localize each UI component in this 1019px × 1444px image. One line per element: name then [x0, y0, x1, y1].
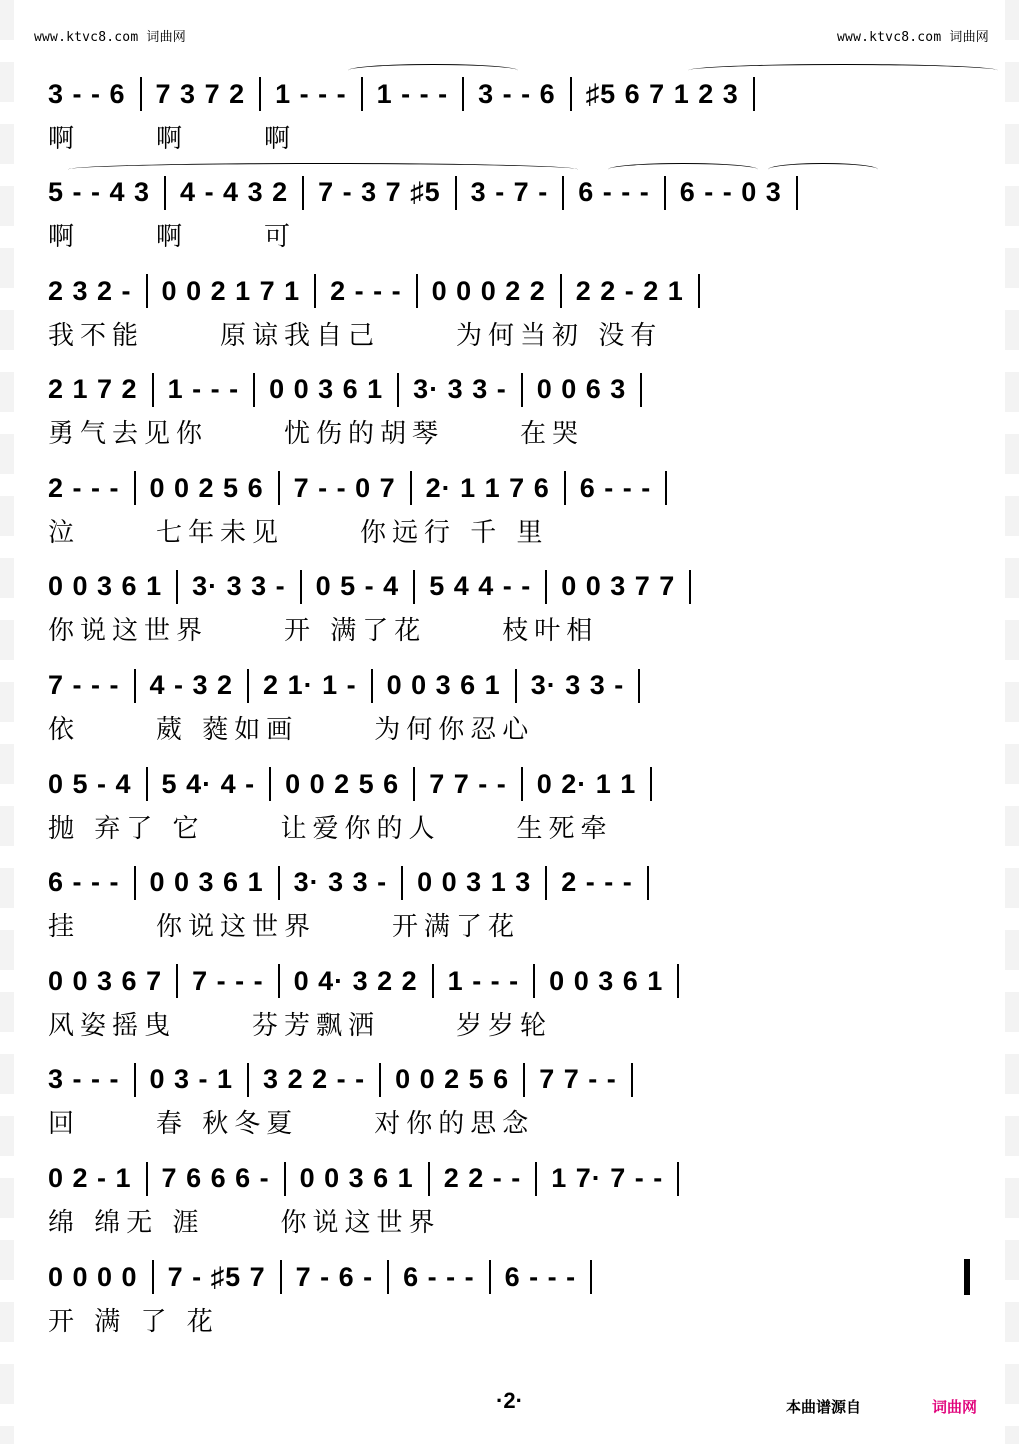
measure: 3· 3 3 -	[530, 670, 625, 701]
lyric-phrase: 啊	[48, 123, 81, 154]
lyric-phrase: 啊	[48, 222, 81, 253]
measure: 0 5 - 4	[48, 768, 132, 799]
measure: 7 - 3 7 ♯5	[318, 177, 441, 208]
lyric-phrase: 七年未见	[156, 517, 285, 548]
measure: 5 4· 4 -	[161, 768, 256, 799]
page-number: ·2·	[496, 1388, 523, 1413]
measure: 7 - - -	[192, 965, 264, 996]
lyric-phrase: 开 满 了 花	[48, 1306, 219, 1337]
measure: 0 0 3 1 3	[417, 867, 532, 898]
lyric-phrase: 为何当初 没有	[456, 320, 663, 351]
lyrics-line	[48, 1007, 970, 1039]
notation-line	[48, 1062, 970, 1098]
score-system	[48, 354, 970, 453]
lyrics-line	[48, 1106, 970, 1138]
measure: 3 - 7 -	[470, 177, 549, 208]
right-watermark-strip	[1005, 0, 1019, 1444]
bar-line	[401, 866, 403, 900]
score-system	[48, 58, 970, 157]
slur-mark	[348, 64, 518, 77]
measure: 0 0 3 6 1	[386, 670, 501, 701]
lyric-phrase: 我不能	[48, 320, 145, 351]
lyric-phrase: 抛 弃了 它	[48, 813, 205, 844]
lyric-phrase: 你说这世界	[156, 912, 317, 943]
site-header-right: www.ktvc8.com 词曲网	[837, 30, 989, 45]
bar-line	[677, 1162, 679, 1196]
measure: 0 2· 1 1	[536, 768, 637, 799]
score-system	[48, 157, 970, 256]
bar-line	[698, 274, 700, 308]
notation-line	[48, 76, 970, 112]
measure: 1 - - -	[376, 78, 449, 109]
notation-line	[48, 273, 970, 309]
lyrics-line	[48, 810, 970, 842]
bar-line	[397, 373, 399, 407]
measure: 7 - - 0 7	[293, 472, 396, 503]
bar-line	[545, 866, 547, 900]
measure: 1 - - -	[447, 965, 520, 996]
measure: 0 0 3 6 7	[48, 965, 163, 996]
measure: 6 - - -	[48, 867, 120, 898]
bar-line	[689, 570, 691, 604]
bar-line	[590, 1260, 592, 1294]
bar-line	[535, 1162, 537, 1196]
measure: 0 0 2 5 6	[149, 472, 264, 503]
notation-line	[48, 175, 970, 211]
bar-line	[164, 176, 166, 210]
measure: 0 5 - 4	[315, 571, 400, 602]
measure: 0 0 0 0	[48, 1261, 138, 1292]
bar-line	[284, 1162, 286, 1196]
bar-line	[140, 77, 142, 111]
measure: 2 - - -	[330, 275, 402, 306]
measure: 7 6 6 6 -	[161, 1163, 270, 1194]
lyric-phrase: 生死牵	[516, 813, 613, 844]
measure: 7 - - -	[48, 670, 120, 701]
bar-line	[152, 1260, 154, 1294]
score-body	[48, 58, 970, 1340]
bar-line	[753, 77, 755, 111]
bar-line	[379, 1063, 381, 1097]
bar-line	[515, 669, 517, 703]
notation-line	[48, 865, 970, 901]
measure: 6 - - -	[578, 177, 650, 208]
bar-line	[146, 274, 148, 308]
bar-line	[302, 176, 304, 210]
bar-line	[253, 373, 255, 407]
bar-line	[564, 471, 566, 505]
notation-line	[48, 1161, 970, 1197]
bar-line	[677, 964, 679, 998]
bar-line	[489, 1260, 491, 1294]
measure: 0 0 3 6 1	[299, 1163, 414, 1194]
slur-mark	[688, 64, 998, 77]
measure: 0 0 6 3	[536, 374, 627, 405]
bar-line	[387, 1260, 389, 1294]
bar-line	[278, 964, 280, 998]
lyric-phrase: 泣	[48, 517, 81, 548]
bar-line	[455, 176, 457, 210]
lyrics-line	[48, 1205, 970, 1237]
bar-line	[413, 570, 415, 604]
bar-line	[134, 866, 136, 900]
measure: 3 - - -	[48, 1064, 120, 1095]
measure: 2 - - -	[48, 472, 120, 503]
measure: 1 - - -	[167, 374, 240, 405]
measure: 3· 3 3 -	[293, 867, 388, 898]
lyric-phrase: 挂	[48, 912, 81, 943]
measure: 7 - ♯5 7	[167, 1261, 266, 1292]
bar-line	[638, 669, 640, 703]
bar-line	[521, 373, 523, 407]
site-header-left: www.ktvc8.com 词曲网	[34, 30, 186, 45]
measure: 6 - - -	[504, 1261, 577, 1292]
measure: 2· 1 1 7 6	[425, 472, 550, 503]
lyric-phrase: 开 满了花	[284, 616, 427, 647]
lyric-phrase: 在哭	[520, 419, 585, 450]
score-system	[48, 945, 970, 1044]
slur-mark	[68, 163, 578, 176]
slur-mark	[608, 163, 758, 176]
bar-line	[361, 77, 363, 111]
measure: 6 - - -	[579, 472, 652, 503]
lyrics-line	[48, 416, 970, 448]
notation-line	[48, 668, 970, 704]
measure: 7 - 6 -	[295, 1261, 374, 1292]
bar-line	[410, 471, 412, 505]
measure: 0 3 - 1	[149, 1064, 234, 1095]
measure: 0 0 3 7 7	[561, 571, 676, 602]
lyrics-line	[48, 317, 970, 349]
slur-mark	[768, 163, 878, 176]
measure: 5 4 4 - -	[429, 571, 532, 602]
measure: 7 7 - -	[539, 1064, 617, 1095]
measure: 3 - - 6	[48, 78, 126, 109]
bar-line	[371, 669, 373, 703]
lyric-phrase: 啊	[156, 222, 189, 253]
measure: 3 2 2 - -	[263, 1064, 366, 1095]
bar-line	[280, 1260, 282, 1294]
lyric-phrase: 芬芳飘洒	[252, 1010, 381, 1041]
lyric-phrase: 依	[48, 715, 81, 746]
notation-line	[48, 372, 970, 408]
measure: 4 - 3 2	[149, 670, 234, 701]
bar-line	[462, 77, 464, 111]
measure: 2 3 2 -	[48, 275, 132, 306]
bar-line	[413, 767, 415, 801]
lyric-phrase: 回	[48, 1109, 81, 1140]
bar-line	[545, 570, 547, 604]
lyric-phrase: 勇气去见你	[48, 419, 209, 450]
bar-line	[796, 176, 798, 210]
bar-line	[416, 274, 418, 308]
bar-line	[562, 176, 564, 210]
lyric-phrase: 原谅我自己	[220, 320, 381, 351]
bar-line	[176, 570, 178, 604]
bar-line	[278, 866, 280, 900]
left-watermark-strip	[0, 0, 14, 1444]
measure: 0 0 3 6 1	[269, 374, 384, 405]
source-site-link[interactable]: 词曲网	[932, 1398, 978, 1416]
lyrics-line	[48, 613, 970, 645]
bar-line	[647, 866, 649, 900]
measure: 0 0 2 1 7 1	[161, 275, 301, 306]
lyrics-line	[48, 514, 970, 546]
source-label: 本曲谱源自	[786, 1398, 862, 1416]
score-system	[48, 1044, 970, 1143]
notation-line	[48, 470, 970, 506]
lyric-phrase: 你说这世界	[48, 616, 209, 647]
bar-line	[146, 767, 148, 801]
lyric-phrase: 枝叶相	[502, 616, 599, 647]
lyric-phrase: 为何你忍心	[374, 715, 535, 746]
notation-line	[48, 569, 970, 605]
bar-line	[631, 1063, 633, 1097]
bar-line	[640, 373, 642, 407]
measure: 4 - 4 3 2	[180, 177, 289, 208]
score-system	[48, 1143, 970, 1242]
lyric-phrase: 绵 绵无 涯	[48, 1208, 205, 1239]
bar-line	[269, 767, 271, 801]
lyric-phrase: 可	[264, 222, 297, 253]
lyrics-line	[48, 120, 970, 152]
measure: 3 - - 6	[478, 78, 556, 109]
measure: 0 2 - 1	[48, 1163, 132, 1194]
bar-line	[152, 373, 154, 407]
bar-line	[134, 669, 136, 703]
score-system	[48, 551, 970, 650]
notation-line	[48, 766, 970, 802]
lyric-phrase: 春 秋冬夏	[156, 1109, 299, 1140]
lyric-phrase: 啊	[156, 123, 189, 154]
lyric-phrase: 啊	[264, 123, 297, 154]
measure: 2 2 - 2 1	[575, 275, 684, 306]
measure: 2 1· 1 -	[263, 670, 357, 701]
score-system	[48, 847, 970, 946]
measure: 0 0 3 6 1	[149, 867, 264, 898]
lyric-phrase: 让爱你的人	[280, 813, 441, 844]
bar-line	[247, 1063, 249, 1097]
measure: 1 - - -	[275, 78, 347, 109]
measure: 3· 3 3 -	[413, 374, 507, 405]
bar-line	[146, 1162, 148, 1196]
bar-line	[650, 767, 652, 801]
measure: 6 - - 0 3	[679, 177, 782, 208]
bar-line	[664, 176, 666, 210]
notation-line	[48, 1259, 970, 1295]
measure: 7 7 - -	[429, 768, 507, 799]
bar-line	[278, 471, 280, 505]
measure: 0 0 0 2 2	[431, 275, 546, 306]
measure: 5 - - 4 3	[48, 177, 151, 208]
bar-line	[560, 274, 562, 308]
lyric-phrase: 开满了花	[392, 912, 521, 943]
lyric-phrase: 风姿摇曳	[48, 1010, 177, 1041]
measure: 0 0 3 6 1	[549, 965, 664, 996]
bar-line	[314, 274, 316, 308]
measure: 6 - - -	[403, 1261, 475, 1292]
bar-line	[533, 964, 535, 998]
score-system	[48, 748, 970, 847]
bar-line	[523, 1063, 525, 1097]
measure: 2 - - -	[561, 867, 633, 898]
lyric-phrase: 对你的思念	[374, 1109, 535, 1140]
score-system	[48, 650, 970, 749]
measure: 0 4· 3 2 2	[293, 965, 418, 996]
measure: 0 0 3 6 1	[48, 571, 163, 602]
measure: 0 0 2 5 6	[285, 768, 400, 799]
bar-line	[428, 1162, 430, 1196]
lyric-phrase: 你远行 千 里	[360, 517, 549, 548]
measure: 0 0 2 5 6	[395, 1064, 510, 1095]
score-system	[48, 452, 970, 551]
lyrics-line	[48, 219, 970, 251]
lyrics-line	[48, 909, 970, 941]
score-system	[48, 255, 970, 354]
bar-line	[134, 1063, 136, 1097]
bar-line	[300, 570, 302, 604]
final-bar-line	[964, 1259, 970, 1295]
measure: 2 2 - -	[443, 1163, 522, 1194]
bar-line	[521, 767, 523, 801]
bar-line	[259, 77, 261, 111]
lyrics-line	[48, 1303, 970, 1335]
lyrics-line	[48, 712, 970, 744]
score-system	[48, 1241, 970, 1340]
lyric-phrase: 你说这世界	[280, 1208, 441, 1239]
bar-line	[247, 669, 249, 703]
lyric-phrase: 岁岁轮	[456, 1010, 553, 1041]
measure: 7 3 7 2	[155, 78, 246, 109]
bar-line	[134, 471, 136, 505]
measure: ♯5 6 7 1 2 3	[585, 78, 739, 109]
bar-line	[665, 471, 667, 505]
lyric-phrase: 忧伤的胡琴	[284, 419, 445, 450]
lyric-phrase: 葳 蕤如画	[156, 715, 299, 746]
measure: 2 1 7 2	[48, 374, 138, 405]
measure: 3· 3 3 -	[192, 571, 286, 602]
bar-line	[176, 964, 178, 998]
measure: 1 7· 7 - -	[551, 1163, 664, 1194]
bar-line	[432, 964, 434, 998]
bar-line	[570, 77, 572, 111]
notation-line	[48, 963, 970, 999]
